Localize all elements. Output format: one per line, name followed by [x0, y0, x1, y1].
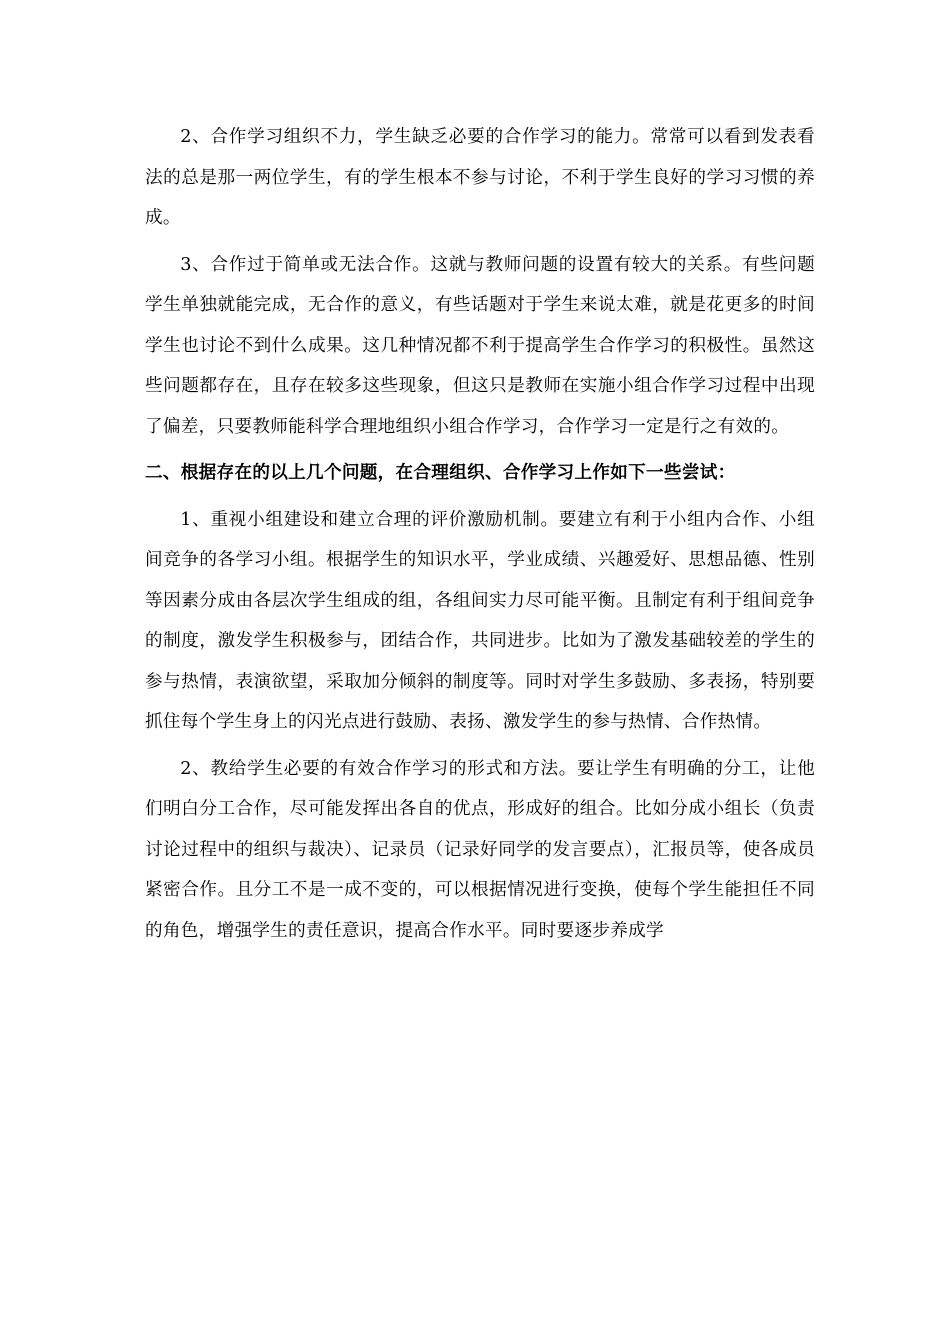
paragraph-1-group-building: 1、重视小组建设和建立合理的评价激励机制。要建立有利于小组内合作、小组间竞争的各学习小组。根据学生的知识水平，学业成绩、兴趣爱好、思想品德、性别等因素分成由各层次学生组成的组，各组间实力尽可能平衡。且制定有利于组间竞争的制度，激发学生积极参与，团结合作，共同进步。比如为了激发基础较差的学生的参与热情，表演欲望，采取加分倾斜的制度等。同时对学生多鼓励、多表扬，特别要抓住每个学生身上的闪光点进行鼓励、表扬、激发学生的参与热情、合作热情。	[145, 509, 815, 732]
paragraph-2-cooperation-organization: 2、合作学习组织不力，学生缺乏必要的合作学习的能力。常常可以看到发表看法的总是那一两位学生，有的学生根本不参与讨论，不利于学生良好的学习习惯的养成。	[145, 127, 815, 228]
paragraph-3-cooperation-too-simple: 3、合作过于简单或无法合作。这就与教师问题的设置有较大的关系。有些问题学生单独就能完成，无合作的意义，有些话题对于学生来说太难，就是花更多的时间学生也讨论不到什么成果。这几种情况都不利于提高学生合作学习的积极性。虽然这些问题都存在，且存在较多这些现象，但这只是教师在实施小组合作学习过程中出现了偏差，只要教师能科学合理地组织小组合作学习，合作学习一定是行之有效的。	[145, 254, 815, 437]
document-body	[145, 117, 815, 951]
paragraph-2-teach-cooperation-methods: 2、教给学生必要的有效合作学习的形式和方法。要让学生有明确的分工，让他们明白分工合作，尽可能发挥出各自的优点，形成好的组合。比如分成小组长（负责讨论过程中的组织与裁决）、记录员（记录好同学的发言要点），汇报员等，使各成员紧密合作。且分工不是一成不变的，可以根据情况进行变换，使每个学生能担任不同的角色，增强学生的责任意识，提高合作水平。同时要逐步养成学	[145, 758, 815, 941]
section-heading-attempts: 二、根据存在的以上几个问题，在合理组织、合作学习上作如下一些尝试：	[145, 463, 736, 483]
